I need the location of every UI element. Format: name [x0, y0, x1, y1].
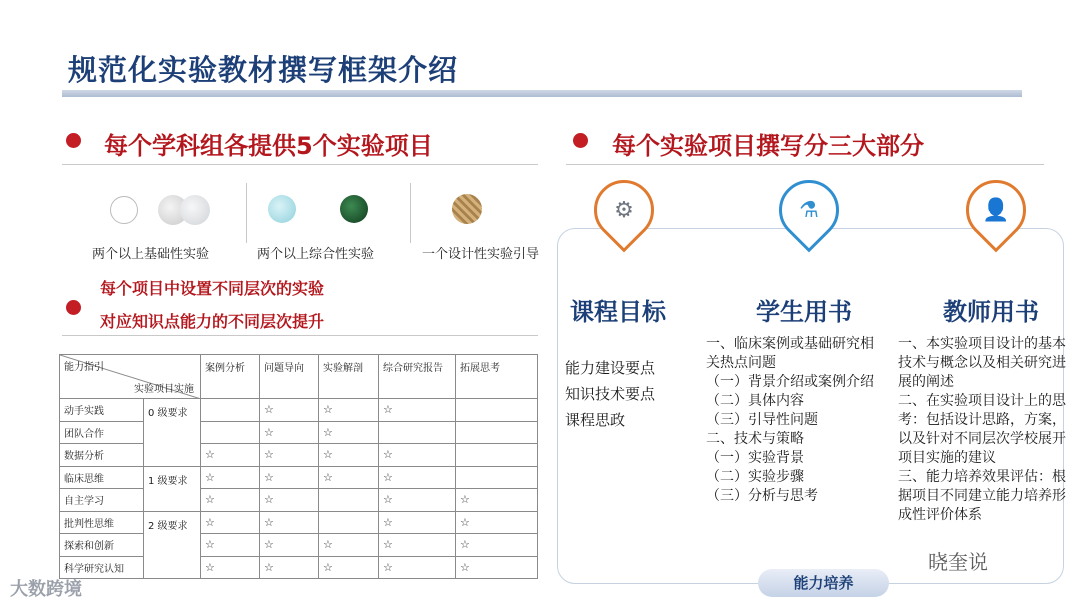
table-cell: ☆ [456, 556, 538, 579]
comprehensive-experiment-icon [340, 195, 368, 223]
left-heading: 每个学科组各提供5个实验项目 [104, 132, 433, 160]
table-cell: ☆ [456, 534, 538, 557]
table-row [60, 399, 538, 422]
table-cell: ☆ [201, 534, 260, 557]
table-row [60, 534, 538, 557]
flask-icon: ⚗ [799, 197, 819, 223]
table-cell: ☆ [379, 534, 456, 557]
title-underline [62, 90, 1022, 97]
list-item: 二、在实验项目设计上的思考：包括设计思路，方案，以及针对不同层次学校展开项目实施的建议 [898, 393, 1066, 466]
table-header-diagonal [60, 355, 201, 399]
row-label: 自主学习 [60, 489, 144, 512]
list-item: 二、技术与策略 [706, 431, 804, 447]
row-label: 动手实践 [60, 399, 144, 422]
table-cell: ☆ [201, 466, 260, 489]
list-item: （一）实验背景 [706, 450, 804, 466]
table-cell: ☆ [319, 444, 379, 467]
right-heading: 每个实验项目撰写分三大部分 [612, 132, 924, 160]
table-cell [456, 421, 538, 444]
table-cell [201, 421, 260, 444]
right-heading-rule [566, 164, 1044, 165]
table-cell [319, 489, 379, 512]
note-line-2: 对应知识点能力的不同层次提升 [100, 312, 325, 331]
table-header-top: 能力指引 [64, 362, 104, 373]
bullet-dot [66, 300, 81, 315]
list-item: （二）实验步骤 [706, 469, 804, 485]
table-cell: ☆ [201, 489, 260, 512]
bullet-dot [66, 133, 81, 148]
table-cell: ☆ [201, 556, 260, 579]
divider [410, 183, 411, 243]
caption-basic: 两个以上基础性实验 [92, 247, 210, 262]
table-cell [379, 421, 456, 444]
table-cell: ☆ [379, 399, 456, 422]
table-column-header: 拓展思考 [456, 355, 538, 399]
table-cell [456, 399, 538, 422]
ability-matrix-table [59, 354, 538, 579]
row-label: 数据分析 [60, 444, 144, 467]
list-item: （一）背景介绍或案例介绍 [706, 374, 874, 390]
table-cell: ☆ [201, 444, 260, 467]
table-cell: ☆ [379, 556, 456, 579]
watermark-right: 晓奎说 [928, 550, 988, 574]
table-cell: ☆ [260, 489, 319, 512]
gear-icon: ⚙ [614, 197, 634, 223]
teacher-book-list [898, 335, 1066, 525]
list-item: 课程思政 [565, 411, 626, 429]
table-column-header: 问题导向 [260, 355, 319, 399]
table-cell: ☆ [260, 534, 319, 557]
row-label: 临床思维 [60, 466, 144, 489]
comprehensive-experiment-icon [268, 195, 296, 223]
divider [246, 183, 247, 243]
table-cell: ☆ [260, 399, 319, 422]
table-cell: ☆ [319, 399, 379, 422]
table-column-header: 案例分析 [201, 355, 260, 399]
table-cell: ☆ [260, 444, 319, 467]
list-item: 能力建设要点 [565, 359, 656, 377]
table-row [60, 466, 538, 489]
table-cell: ☆ [379, 444, 456, 467]
table-row [60, 444, 538, 467]
table-cell: ☆ [319, 421, 379, 444]
table-cell: ☆ [319, 556, 379, 579]
table-row [60, 511, 538, 534]
row-label: 团队合作 [60, 421, 144, 444]
caption-design: 一个设计性实验引导 [422, 247, 540, 262]
row-label: 批判性思维 [60, 511, 144, 534]
table-cell [456, 466, 538, 489]
level-label: 0 级要求 [144, 399, 201, 467]
page-title: 规范化实验教材撰写框架介绍 [68, 53, 459, 87]
column-title-teacher-book: 教师用书 [943, 298, 1039, 326]
table-cell: ☆ [379, 489, 456, 512]
teacher-icon: 👤 [982, 197, 1010, 223]
column-title-course-goals: 课程目标 [570, 298, 666, 326]
table-top-rule [62, 335, 538, 336]
note-line-1: 每个项目中设置不同层次的实验 [100, 279, 325, 298]
list-item: 一、临床案例或基础研究相关热点问题 [706, 336, 874, 371]
table-cell [456, 444, 538, 467]
level-label: 1 级要求 [144, 466, 201, 511]
list-item: （三）分析与思考 [706, 488, 818, 504]
table-cell: ☆ [260, 421, 319, 444]
table-cell: ☆ [379, 466, 456, 489]
level-label: 2 级要求 [144, 511, 201, 579]
table-row [60, 421, 538, 444]
course-goals-list [565, 355, 685, 433]
table-cell: ☆ [319, 466, 379, 489]
table-cell: ☆ [379, 511, 456, 534]
table-cell: ☆ [260, 556, 319, 579]
left-heading-rule [62, 164, 538, 165]
ability-cultivation-pill: 能力培养 [758, 569, 889, 597]
list-item: （二）具体内容 [706, 393, 804, 409]
list-item: 知识技术要点 [565, 385, 656, 403]
basic-experiment-icon [180, 195, 210, 225]
student-book-list [706, 335, 886, 506]
table-header-bottom: 实验项目实施 [134, 384, 194, 395]
table-row [60, 556, 538, 579]
list-item: 三、能力培养效果评估：根据项目不同建立能力培养形成性评价体系 [898, 469, 1066, 523]
list-item: 一、本实验项目设计的基本技术与概念以及相关研究进展的阐述 [898, 336, 1066, 390]
table-cell: ☆ [456, 489, 538, 512]
table-cell [201, 399, 260, 422]
table-cell: ☆ [260, 466, 319, 489]
list-item: （三）引导性问题 [706, 412, 818, 428]
table-cell: ☆ [260, 511, 319, 534]
bullet-dot [573, 133, 588, 148]
basic-experiment-icon [110, 196, 138, 224]
table-column-header: 综合研究报告 [379, 355, 456, 399]
row-label: 科学研究认知 [60, 556, 144, 579]
table-cell: ☆ [319, 534, 379, 557]
table-cell: ☆ [456, 511, 538, 534]
design-experiment-icon [452, 194, 482, 224]
table-column-header: 实验解剖 [319, 355, 379, 399]
caption-comprehensive: 两个以上综合性实验 [257, 247, 375, 262]
row-label: 探索和创新 [60, 534, 144, 557]
table-cell [319, 511, 379, 534]
watermark-left: 大数跨境 [10, 579, 82, 600]
table-cell: ☆ [201, 511, 260, 534]
column-title-student-book: 学生用书 [756, 298, 852, 326]
table-row [60, 489, 538, 512]
